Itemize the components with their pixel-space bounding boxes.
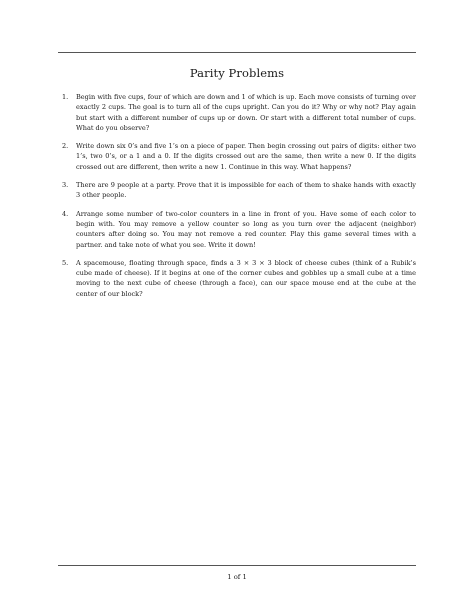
problem-text: A spacemouse, floating through space, finds a 3 × 3 × 3 block of cheese cubes (think of a Rubik’s cube made of cheese). If it begins at one of the corner cubes and gobbles up a small cube at a time moving to the next cube of cheese (through a face), can our space mouse end at the cube at the center of our block?	[76, 258, 416, 298]
problem-item	[62, 209, 416, 250]
problem-number: 1.	[62, 93, 69, 101]
problem-item	[62, 258, 416, 299]
problem-item	[62, 92, 416, 133]
header-rule	[58, 52, 416, 53]
problem-text: Arrange some number of two-color counters in a line in front of you. Have some of each color to begin with. You may remove a yellow counter so long as you turn over the adjacent (neighbor) counters after doing so. You may not remove a red counter. Play this game several times with a partner. and take note of what you see. Write it down!	[76, 209, 416, 249]
problem-number: 2.	[62, 142, 69, 151]
footer-rule	[58, 565, 416, 566]
problem-text: Write down six 0’s and five 1’s on a piece of paper. Then begin crossing out pairs of digits: either two 1’s, two 0’s, or a 1 and a 0. If the digits crossed out are the same, then write a new 0. If the digits crossed out are different, then write a new 1. Continue in this way. What happens?	[76, 142, 416, 171]
problem-number: 3.	[62, 181, 69, 190]
problem-text: Begin with five cups, four of which are down and 1 of which is up. Each move consists of turning over exactly 2 cups. The goal is to turn all of the cups upright. Can you do it? Why or why not? Play again but start with a different number of cups up or down. Or start with a different total number of cups. What do you observe?	[76, 93, 416, 132]
page-title: Parity Problems	[189, 66, 285, 80]
problem-item	[62, 180, 416, 201]
problem-number: 4.	[62, 209, 69, 218]
problem-number: 5.	[62, 258, 69, 267]
problem-text: There are 9 people at a party. Prove that it is impossible for each of them to shake hands with exactly 3 other people.	[76, 181, 416, 200]
page-number: 1 of 1	[227, 573, 247, 581]
problem-item	[62, 141, 416, 172]
problem-list	[62, 92, 416, 307]
